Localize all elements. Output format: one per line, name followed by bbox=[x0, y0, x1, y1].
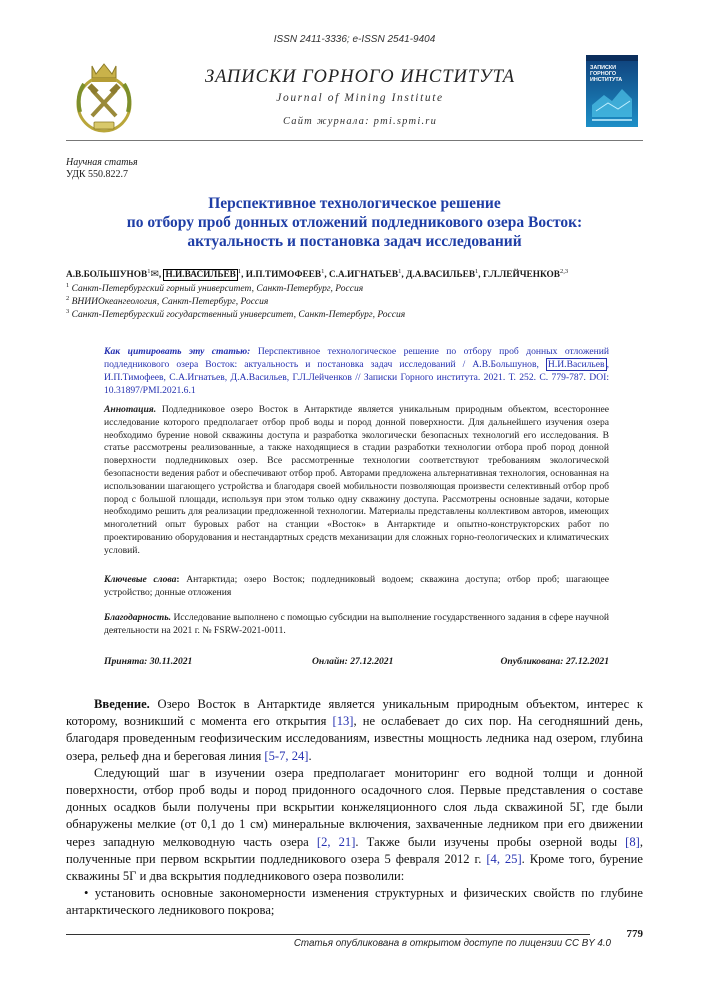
abstract-block bbox=[104, 404, 609, 558]
title-line: по отбору проб донных отложений подледникового озера Восток: bbox=[126, 214, 583, 231]
issn-line: ISSN 2411-3336; e-ISSN 2541-9404 bbox=[273, 34, 436, 45]
citation-boxed-author: Н.И.Васильев bbox=[547, 359, 605, 370]
affiliation bbox=[66, 295, 268, 307]
author-name: Г.Л.ЛЕЙЧЕНКОВ bbox=[482, 270, 560, 281]
journal-title: ЗАПИСКИ ГОРНОГО ИНСТИТУТА bbox=[204, 67, 516, 87]
article-body bbox=[66, 696, 643, 920]
article-title bbox=[66, 194, 643, 251]
abstract-text: Подледниковое озеро Восток в Антарктиде является уникальным природным объектом, всестороннее исследование которого предполагает отбор проб воды и пород донной поверхности. Для дальнейшего изучения озера необходимо бурение новой скважины доступа и разработка экологически безопасных технологий его исследования. В статье рассмотрены реализованные, а также находящиеся в стадии разработки технологии отбора проб пород донной поверхности подледниковых озер. Все рассмотренные технологии соответствуют требованиям экологической безопасности ведения работ и обеспечивают отбор проб. Авторами предложена альтернативная технология, основанная на использовании шагающего устройства и благодаря своей мобильности позволяющая произвести селективный отбор проб пород с большой площади, используя при этом только одну скважину доступа. Рассмотрены основные задачи, которые необходимо решить для реализации предложенной технологии. Материалы представлены коллективом авторов, имеющих многолетний опыт буровых работ на станции «Восток» в Антарктиде и опытно-конструкторских работ по проектированию оборудования и нестандартных средств механизации для сложных горно-геологических и климатических условий. bbox=[104, 404, 609, 556]
author-affil-sup: 1 bbox=[147, 268, 151, 275]
author-affil-sup: 1 bbox=[475, 268, 479, 275]
author-affil-sup: 1 bbox=[237, 268, 242, 275]
citation-text[interactable]: Перспективное технологическое решение по отбору проб донных отложений подледникового озера Восток: актуальность и постановка задач исследований / А.В.Большунов, bbox=[104, 346, 609, 370]
affiliation bbox=[66, 282, 363, 294]
author-affil-sup: 1 bbox=[398, 268, 402, 275]
reference-link[interactable]: [4, 25] bbox=[486, 851, 522, 866]
author-affil-sup: 2,3 bbox=[559, 268, 569, 275]
reference-link[interactable]: [5-7, 24] bbox=[264, 748, 309, 763]
header-divider bbox=[66, 140, 643, 141]
cover-title-text: ЗАПИСКИ ГОРНОГО ИНСТИТУТА bbox=[590, 65, 623, 83]
affiliation-text: Санкт-Петербургский горный университет, Санкт-Петербург, Россия bbox=[71, 284, 364, 295]
reference-link[interactable]: [8] bbox=[625, 834, 640, 849]
date-online: Онлайн: 27.12.2021 bbox=[312, 656, 394, 667]
acknowledgement-text: Исследование выполнено с помощью субсидии на выполнение государственного задания в сфере научной деятельности на 2021 г. № FSRW-2021-0011. bbox=[104, 612, 609, 636]
reference-link[interactable]: [2, 21] bbox=[316, 834, 356, 849]
citation-text[interactable]: , И.П.Тимофеев, С.А.Игнатьев, Д.А.Васильев, Г.Л.Лейченков // Записки Горного института. 2021. Т. 252. С. 779-787. DOI: 10.31897/PMI.2021.6.1 bbox=[104, 359, 609, 396]
body-paragraph: Следующий шаг в изучении озера предполагает мониторинг его водной толщи и донной поверхности, отбор проб воды и пород придонного осадочного слоя. Первые представления о составе донных осадков были получены при вскрытии конжеляционного слоя льда скважиной 5Г, где были обнаружены мелкие (от 0,1 до 1 см) минеральные включения, захваченные ледником при его движении через западную мелководную часть озера [2, 21]. Также были изучены пробы озерной воды [8], полученные при первом вскрытии подледникового озера 5 февраля 2012 г. [4, 25]. Кроме того, бурение скважины 5Г и два вскрытия подледникового озера позволили: bbox=[66, 765, 643, 884]
affiliation-sup: 2 bbox=[66, 295, 70, 302]
date-published: Опубликована: 27.12.2021 bbox=[500, 656, 609, 667]
affiliation-sup: 1 bbox=[66, 282, 70, 289]
affiliation bbox=[66, 308, 405, 320]
udk-code: УДК 550.822.7 bbox=[66, 169, 129, 180]
author-name: Д.А.ВАСИЛЬЕВ bbox=[405, 270, 476, 281]
mining-institute-emblem-icon bbox=[70, 56, 138, 136]
reference-link[interactable]: [13] bbox=[332, 714, 354, 729]
journal-site: Сайт журнала: pmi.spmi.ru bbox=[282, 116, 438, 127]
citation-block: Как цитировать эту статью: Перспективное технологическое решение по отбору проб донных отложений подледникового озера Восток: актуальность и постановка задач исследований / А.В.Большунов, Н.И.Васильев , И.П.Тимофеев, С.А.Игнатьев, Д.А.Васильев, Г.Л.Лейченков // Записки Горного института. 2021. Т. 252. С. 779-787. DOI: 10.31897/PMI.2021.6.1 bbox=[104, 346, 609, 396]
acknowledgement-block bbox=[104, 612, 609, 638]
author-name: С.А.ИГНАТЬЕВ bbox=[328, 270, 399, 281]
article-type: Научная статья bbox=[66, 157, 138, 168]
affiliation-sup: 3 bbox=[66, 308, 70, 315]
title-line: Перспективное технологическое решение bbox=[208, 195, 501, 212]
affiliation-text: ВНИИОкеангеология, Санкт-Петербург, Россия bbox=[71, 297, 269, 308]
author-name-highlighted: Н.И.ВАСИЛЬЕВ bbox=[165, 270, 236, 281]
author-list: А.В.БОЛЬШУНОВ$^1$✉, Н.И.ВАСИЛЬЕВ $^1$, И.П.ТИМОФЕЕВ$^1$, С.А.ИГНАТЬЕВ$^1$, Д.А.ВАСИЛЬЕВ$^1$, Г.Л.ЛЕЙЧЕНКОВ$^{2,3}$ bbox=[66, 268, 569, 281]
bullet-item: • установить основные закономерности изменения структурных и физических свойств по глубине антарктического ледникового покрова; bbox=[66, 886, 643, 918]
title-line: актуальность и постановка задач исследований bbox=[187, 233, 522, 250]
license-note: Статья опубликована в открытом доступе по лицензии CC BY 4.0 bbox=[293, 938, 611, 949]
author-affil-sup: 1 bbox=[321, 268, 325, 275]
acknowledgement-label: Благодарность. bbox=[104, 612, 172, 623]
keywords-label: Ключевые слова bbox=[104, 574, 177, 585]
author-name: А.В.БОЛЬШУНОВ bbox=[66, 270, 148, 281]
date-accepted: Принята: 30.11.2021 bbox=[104, 656, 193, 667]
keywords-text: Антарктида; озеро Восток; подледниковый водоем; скважина доступа; отбор проб; шагающее устройство; донные отложения bbox=[104, 574, 609, 598]
journal-subtitle: Journal of Mining Institute bbox=[276, 92, 444, 104]
author-name: И.П.ТИМОФЕЕВ bbox=[245, 270, 322, 281]
footer-divider bbox=[66, 934, 590, 935]
intro-label: Введение. bbox=[94, 697, 150, 711]
body-paragraph: Введение. Озеро Восток в Антарктиде является уникальным природным объектом, интерес к которому, возникший с момента его открытия [13], не ослабевает до сих пор. На сегодняшний день, благодаря проведенным геофизическим исследованиям, известны мощность ледника над озером, глубина озера, рельеф дна и береговая линия [5-7, 24]. bbox=[66, 697, 643, 763]
email-icon[interactable]: ✉ bbox=[150, 269, 159, 281]
affiliation-text: Санкт-Петербургский государственный университет, Санкт-Петербург, Россия bbox=[71, 310, 406, 321]
citation-label: Как цитировать эту статью bbox=[104, 346, 248, 357]
journal-cover-icon bbox=[586, 55, 638, 127]
page-number: 779 bbox=[626, 928, 643, 940]
keywords-block: Ключевые слова: Антарктида; озеро Восток; подледниковый водоем; скважина доступа; отбор проб; шагающее устройство; донные отложения bbox=[104, 574, 609, 598]
abstract-label: Аннотация. bbox=[104, 404, 157, 415]
